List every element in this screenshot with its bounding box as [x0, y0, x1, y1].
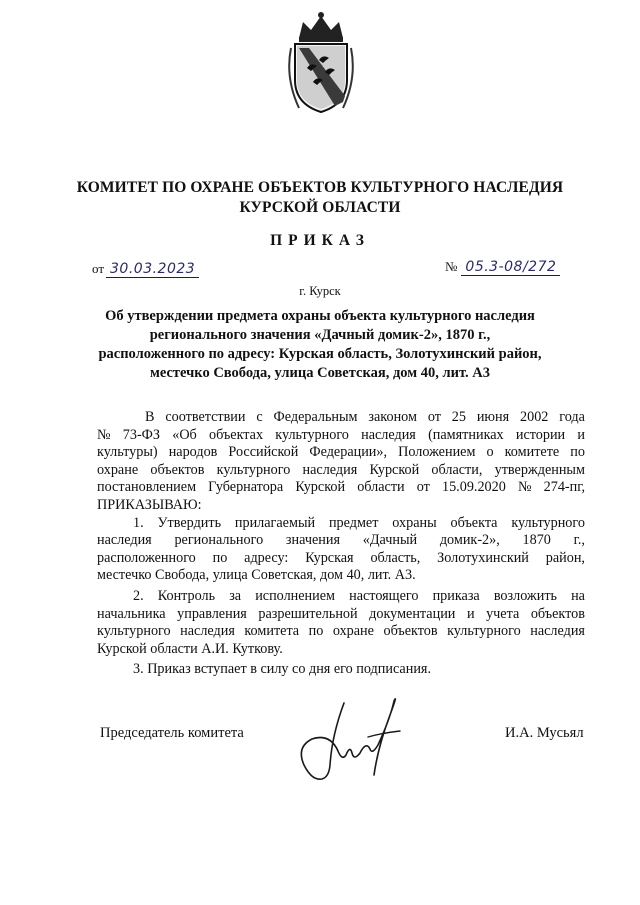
subject-line: местечко Свобода, улица Советская, дом 40, лит. А3: [149, 365, 491, 381]
item-line: начальника управления разрешительной документации и учета объектов: [97, 605, 585, 622]
handwritten-signature-icon: [282, 695, 412, 785]
order-date: [92, 261, 199, 278]
preamble-line: № 73-ФЗ «Об объектах культурного наследия (памятниках истории и: [97, 426, 585, 443]
document-type-title: ПРИКАЗ: [270, 232, 370, 249]
subject-line: расположенного по адресу: Курская область, Золотухинский район,: [98, 346, 542, 362]
organization-name-line1: КОМИТЕТ ПО ОХРАНЕ ОБЪЕКТОВ КУЛЬТУРНОГО НАСЛЕДИЯ: [76, 179, 564, 196]
order-body: [97, 409, 585, 679]
date-value: 30.03.2023: [106, 261, 199, 278]
item-line: расположенного по адресу: Курская область, Золотухинский район,: [97, 549, 585, 566]
subject-line: регионального значения «Дачный домик-2», 1870 г.,: [149, 327, 491, 343]
item-line: культурного наследия комитета по охране объектов культурного наследия: [97, 623, 585, 640]
preamble-line: постановлением Губернатора Курской области от 15.09.2020 № 274-пг,: [97, 479, 585, 496]
coat-of-arms-icon: [285, 8, 357, 118]
organization-name: [60, 178, 580, 218]
number-value: 05.3-08/272: [461, 259, 560, 276]
preamble-line: культуры) народов Российской Федерации», Положением о комитете по: [97, 444, 585, 461]
item-line: наследия регионального значения «Дачный домик-2», 1870 г.,: [97, 532, 585, 549]
organization-name-line2: КУРСКОЙ ОБЛАСТИ: [239, 199, 401, 216]
city-label: г. Курск: [299, 284, 341, 298]
item-line: Курской области А.И. Куткову.: [97, 640, 283, 657]
item-line: 1. Утвердить прилагаемый предмет охраны объекта культурного: [133, 514, 585, 531]
directive-word: ПРИКАЗЫВАЮ:: [97, 496, 202, 513]
signatory-name: И.А. Мусьял: [505, 725, 584, 741]
signatory-position: Председатель комитета: [100, 725, 244, 741]
date-prefix: от: [92, 261, 105, 276]
number-prefix: №: [445, 259, 458, 274]
subject-line: Об утверждении предмета охраны объекта культурного наследия: [105, 308, 535, 324]
order-number: [445, 259, 560, 276]
item-line: местечко Свобода, улица Советская, дом 40, лит. А3.: [97, 567, 416, 584]
preamble-line: охране объектов культурного наследия Курской области, утвержденным: [97, 461, 585, 478]
item-line: 3. Приказ вступает в силу со дня его подписания.: [133, 661, 431, 678]
preamble-line: В соответствии с Федеральным законом от 25 июня 2002 года: [145, 409, 585, 425]
order-subject: [90, 307, 550, 383]
item-line: 2. Контроль за исполнением настоящего приказа возложить на: [133, 587, 585, 604]
